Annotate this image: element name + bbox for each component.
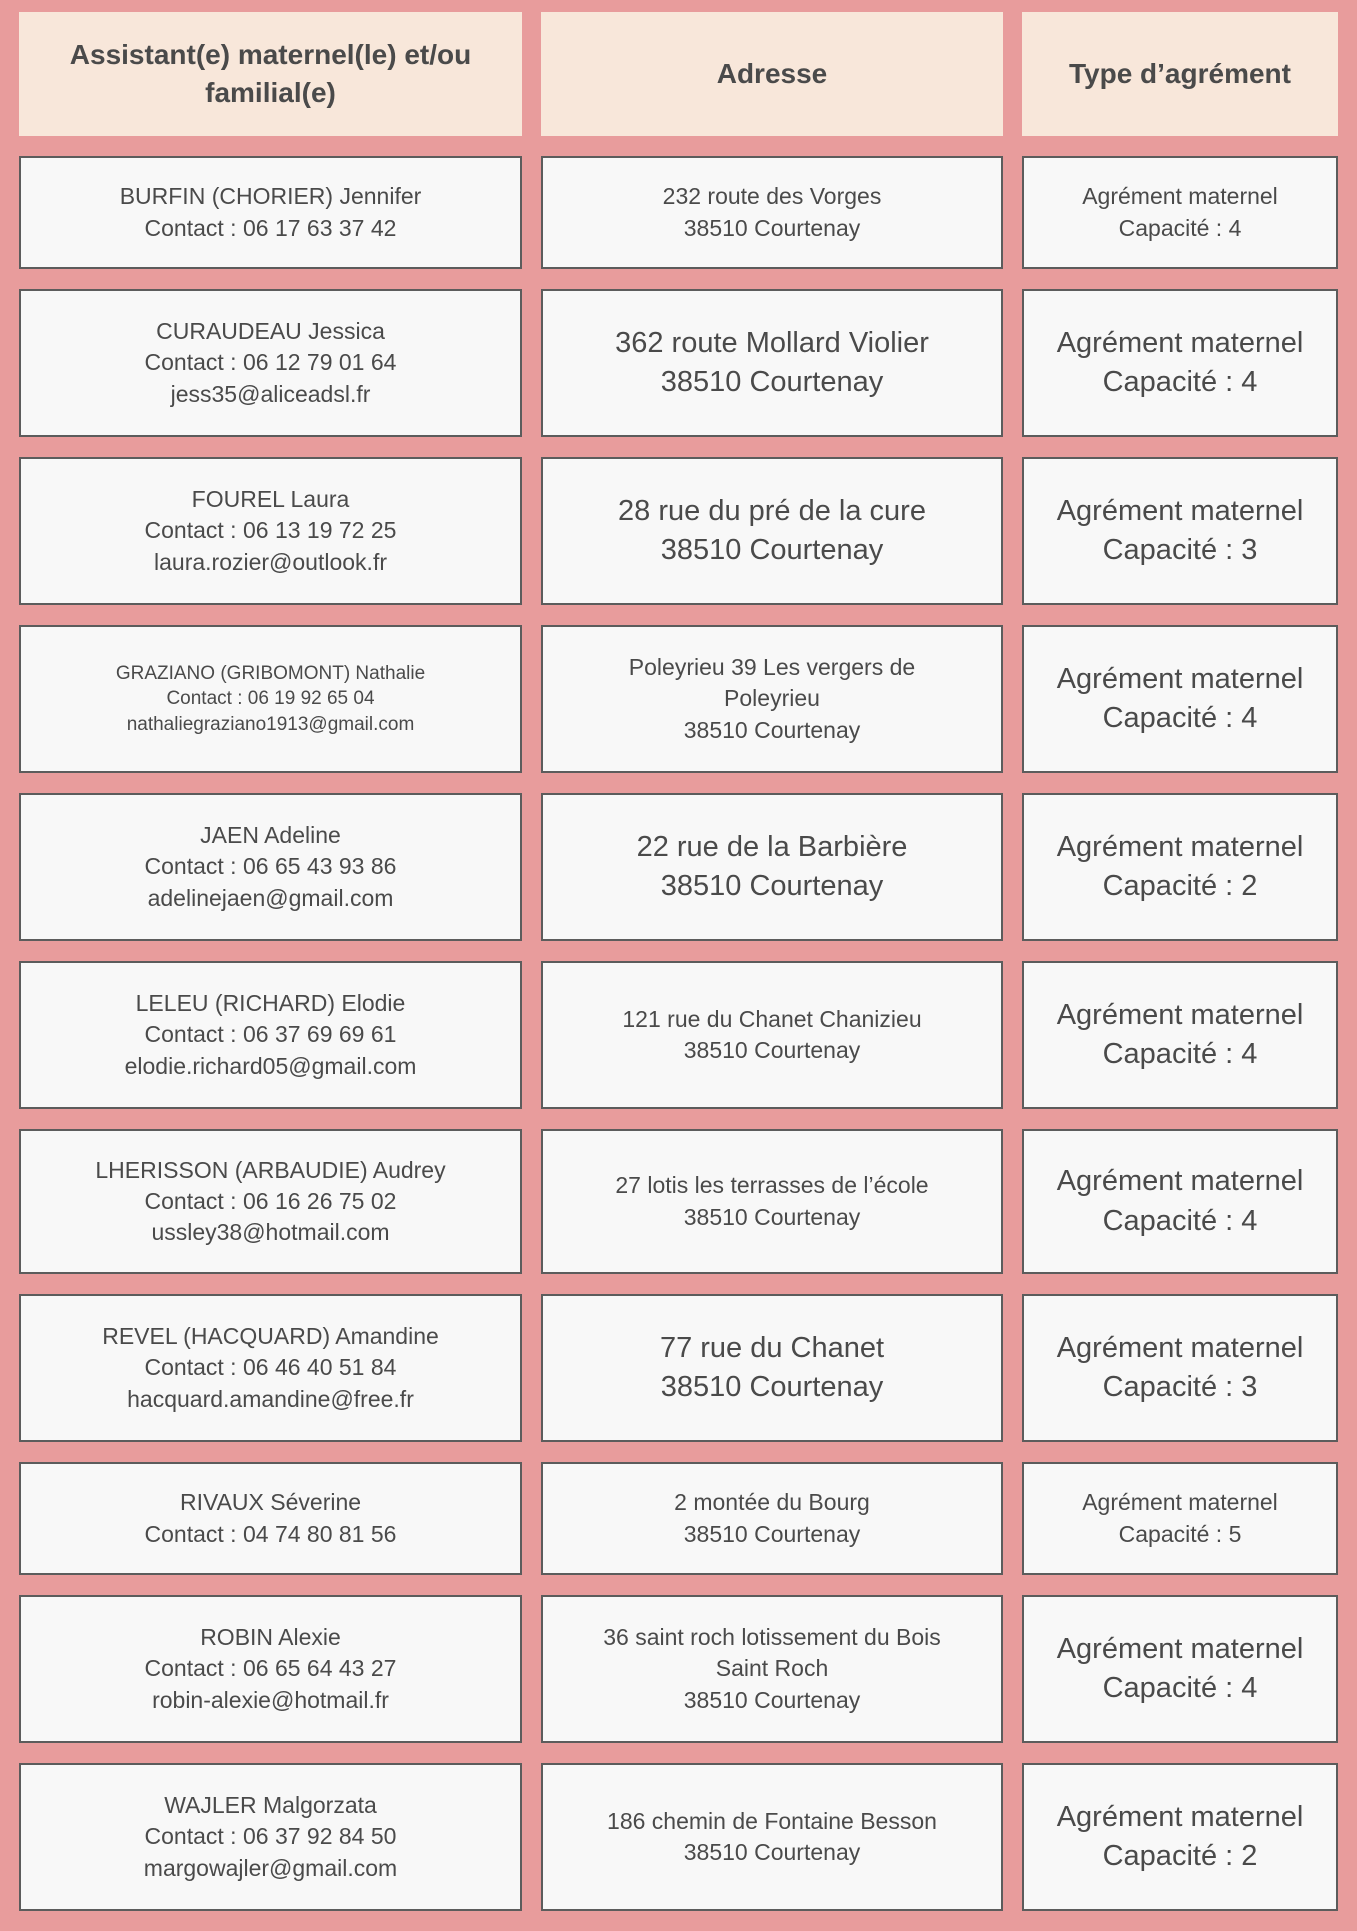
name-cell-line: FOUREL Laura	[191, 486, 350, 513]
table-row	[19, 1294, 1337, 1442]
type-cell	[1022, 1595, 1338, 1743]
name-cell-line: Contact : 06 46 40 51 84	[144, 1354, 397, 1381]
name-cell-line: laura.rozier@outlook.fr	[154, 548, 387, 575]
name-cell-line: BURFIN (CHORIER) Jennifer	[119, 183, 422, 210]
address-cell-line: 38510 Courtenay	[683, 1839, 861, 1865]
type-cell-line: Agrément maternel	[1056, 998, 1304, 1031]
name-cell-line: elodie.richard05@gmail.com	[124, 1052, 417, 1079]
type-cell-line: Agrément maternel	[1056, 1632, 1304, 1665]
header-type: Type d’agrément	[1022, 12, 1338, 136]
name-cell-line: Contact : 06 12 79 01 64	[144, 349, 397, 376]
name-cell-line: adelinejaen@gmail.com	[147, 884, 394, 911]
name-cell	[19, 457, 522, 605]
name-cell-line: Contact : 06 17 63 37 42	[144, 214, 397, 241]
address-cell-line: 38510 Courtenay	[683, 214, 861, 241]
address-cell-line: 77 rue du Chanet	[659, 1331, 885, 1364]
type-cell-line: Capacité : 4	[1102, 1672, 1258, 1704]
address-cell	[541, 156, 1003, 269]
name-cell-line: Contact : 06 65 43 93 86	[144, 853, 397, 880]
type-cell-line: Capacité : 3	[1102, 1371, 1258, 1403]
address-cell-line: 232 route des Vorges	[662, 183, 882, 210]
address-cell-line: 38510 Courtenay	[683, 1686, 861, 1713]
name-cell-line: ROBIN Alexie	[200, 1624, 341, 1651]
name-cell	[19, 1294, 522, 1442]
address-cell-line: 36 saint roch lotissement du Bois	[603, 1624, 941, 1651]
address-cell-line: 38510 Courtenay	[660, 366, 884, 398]
address-cell-line: 38510 Courtenay	[660, 1371, 884, 1403]
type-cell	[1022, 156, 1338, 269]
address-cell-line: 28 rue du pré de la cure	[618, 494, 926, 527]
address-cell-line: 362 route Mollard Violier	[615, 326, 929, 359]
name-cell-line: LELEU (RICHARD) Elodie	[135, 990, 406, 1017]
name-cell	[19, 793, 522, 941]
childminder-table	[19, 12, 1337, 1931]
table-body	[19, 156, 1337, 1911]
table-header	[19, 12, 1337, 136]
name-cell-line: Contact : 06 37 92 84 50	[144, 1823, 397, 1850]
table-row	[19, 793, 1337, 941]
name-cell	[19, 961, 522, 1109]
type-cell	[1022, 1462, 1338, 1575]
type-cell	[1022, 1294, 1338, 1442]
name-cell-line: nathaliegraziano1913@gmail.com	[126, 713, 415, 735]
name-cell-line: Contact : 06 13 19 72 25	[144, 517, 397, 544]
address-cell-line: 22 rue de la Barbière	[636, 830, 908, 863]
name-cell	[19, 1763, 522, 1911]
address-cell-line: Poleyrieu	[724, 685, 820, 712]
table-row	[19, 625, 1337, 773]
address-cell-line: 38510 Courtenay	[683, 716, 861, 743]
table-row	[19, 156, 1337, 269]
name-cell-line: Contact : 06 65 64 43 27	[144, 1655, 397, 1682]
type-cell-line: Agrément maternel	[1056, 662, 1304, 695]
table-row	[19, 1763, 1337, 1911]
header-address: Adresse	[541, 12, 1003, 136]
name-cell	[19, 1462, 522, 1575]
table-row	[19, 1129, 1337, 1274]
table-row	[19, 289, 1337, 437]
name-cell	[19, 625, 522, 773]
type-cell-line: Agrément maternel	[1056, 1331, 1304, 1364]
name-cell-line: Contact : 04 74 80 81 56	[144, 1520, 397, 1547]
address-cell	[541, 1294, 1003, 1442]
type-cell	[1022, 961, 1338, 1109]
address-cell-line: 38510 Courtenay	[683, 1520, 861, 1547]
type-cell-line: Capacité : 4	[1102, 1038, 1258, 1070]
name-cell-line: margowajler@gmail.com	[143, 1854, 398, 1881]
type-cell	[1022, 457, 1338, 605]
address-cell	[541, 961, 1003, 1109]
type-cell-line: Agrément maternel	[1056, 1165, 1304, 1198]
address-cell	[541, 1763, 1003, 1911]
type-cell-line: Capacité : 2	[1102, 1840, 1258, 1872]
name-cell-line: CURAUDEAU Jessica	[156, 318, 385, 345]
address-cell	[541, 457, 1003, 605]
type-cell-line: Agrément maternel	[1056, 326, 1304, 359]
type-cell-line: Capacité : 3	[1102, 534, 1258, 566]
address-cell	[541, 793, 1003, 941]
name-cell-line: REVEL (HACQUARD) Amandine	[102, 1323, 439, 1350]
address-cell	[541, 625, 1003, 773]
address-cell-line: 186 chemin de Fontaine Besson	[607, 1807, 937, 1834]
address-cell-line: Poleyrieu 39 Les vergers de	[628, 654, 916, 681]
table-row	[19, 1462, 1337, 1575]
name-cell	[19, 1595, 522, 1743]
name-cell-line: robin-alexie@hotmail.fr	[152, 1686, 389, 1713]
type-cell-line: Capacité : 5	[1118, 1520, 1242, 1547]
type-cell-line: Agrément maternel	[1056, 1800, 1304, 1833]
name-cell-line: hacquard.amandine@free.fr	[127, 1385, 414, 1412]
name-cell	[19, 156, 522, 269]
name-cell	[19, 1129, 522, 1274]
type-cell-line: Capacité : 4	[1102, 702, 1258, 734]
address-cell-line: 38510 Courtenay	[683, 1037, 861, 1063]
name-cell-line: Contact : 06 37 69 69 61	[144, 1021, 397, 1048]
table-row	[19, 457, 1337, 605]
table-row	[19, 1595, 1337, 1743]
type-cell	[1022, 625, 1338, 773]
name-cell-line: jess35@aliceadsl.fr	[170, 380, 371, 407]
name-cell-line: RIVAUX Séverine	[179, 1489, 362, 1516]
name-cell-line: GRAZIANO (GRIBOMONT) Nathalie	[115, 662, 426, 684]
type-cell	[1022, 1763, 1338, 1911]
address-cell-line: 121 rue du Chanet Chanizieu	[622, 1005, 922, 1032]
address-cell-line: 27 lotis les terrasses de l’école	[615, 1172, 929, 1199]
type-cell	[1022, 289, 1338, 437]
type-cell	[1022, 793, 1338, 941]
type-cell-line: Capacité : 4	[1102, 1204, 1258, 1237]
name-cell-line: ussley38@hotmail.com	[151, 1219, 390, 1246]
address-cell	[541, 289, 1003, 437]
table-row	[19, 961, 1337, 1109]
type-cell-line: Agrément maternel	[1082, 183, 1278, 210]
name-cell-line: WAJLER Malgorzata	[164, 1792, 377, 1819]
name-cell	[19, 289, 522, 437]
address-cell-line: 2 montée du Bourg	[674, 1489, 870, 1516]
type-cell-line: Capacité : 4	[1102, 366, 1258, 398]
address-cell-line: 38510 Courtenay	[683, 1203, 861, 1230]
name-cell-line: JAEN Adeline	[200, 822, 341, 849]
address-cell	[541, 1595, 1003, 1743]
type-cell-line: Agrément maternel	[1082, 1489, 1278, 1516]
address-cell-line: 38510 Courtenay	[660, 534, 884, 566]
name-cell-line: Contact : 06 16 26 75 02	[144, 1187, 397, 1214]
name-cell-line: LHERISSON (ARBAUDIE) Audrey	[95, 1156, 446, 1183]
address-cell-line: 38510 Courtenay	[660, 870, 884, 902]
address-cell-line: Saint Roch	[715, 1655, 829, 1682]
type-cell-line: Capacité : 4	[1118, 214, 1242, 241]
address-cell	[541, 1129, 1003, 1274]
header-name: Assistant(e) maternel(le) et/ou familial(e)	[19, 12, 522, 136]
address-cell	[541, 1462, 1003, 1575]
name-cell-line: Contact : 06 19 92 65 04	[166, 688, 375, 710]
type-cell-line: Agrément maternel	[1056, 494, 1304, 527]
type-cell-line: Agrément maternel	[1056, 830, 1304, 863]
type-cell-line: Capacité : 2	[1102, 870, 1258, 902]
type-cell	[1022, 1129, 1338, 1274]
